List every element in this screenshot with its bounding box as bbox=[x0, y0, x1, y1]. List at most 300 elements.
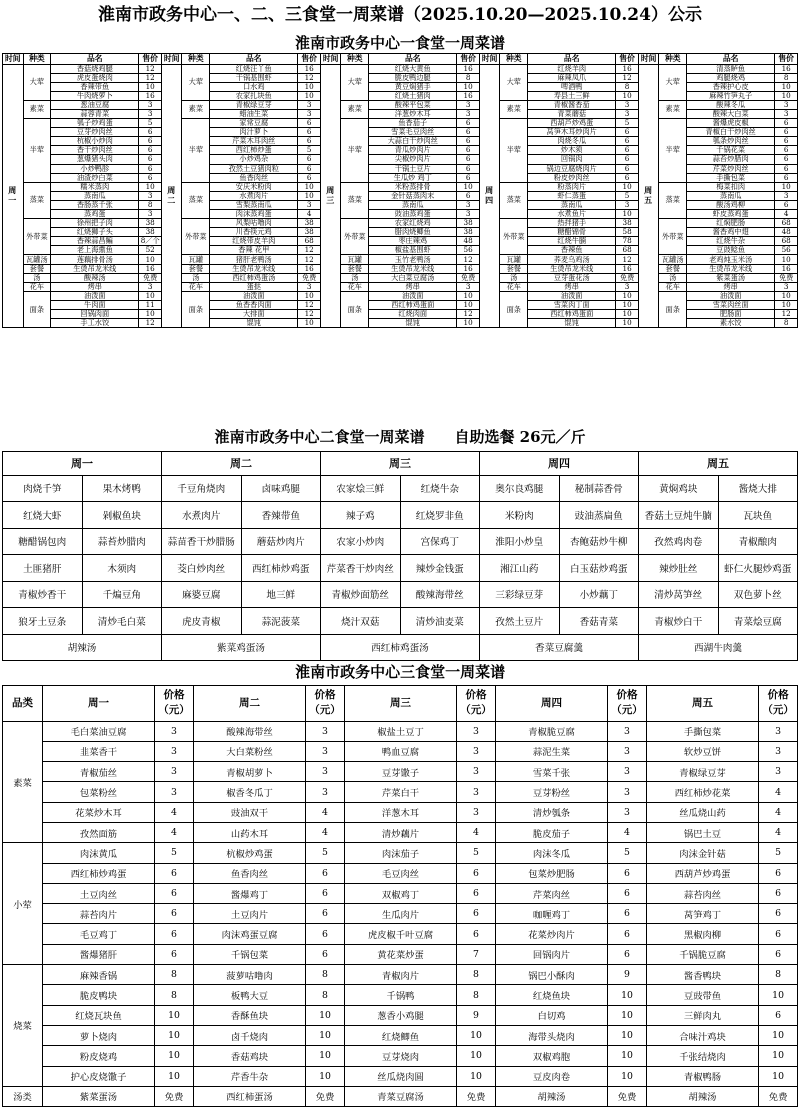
category-cell: 外带菜 bbox=[341, 219, 369, 255]
dish-name: 粉蒸肉片 bbox=[528, 182, 616, 191]
dish-price: 8 bbox=[155, 985, 194, 1005]
dish-price: 3 bbox=[608, 762, 647, 782]
dish-name: 香菇烧鸡腿 bbox=[51, 64, 139, 73]
dish-price: 3 bbox=[139, 282, 162, 291]
soup-name: 胡辣汤 bbox=[647, 1086, 759, 1106]
dish-name: 黄花菜炒蛋 bbox=[345, 944, 457, 964]
dish-name: 烤串 bbox=[687, 282, 775, 291]
dish-price: 58 bbox=[616, 228, 639, 237]
category-cell: 蒸菜 bbox=[500, 182, 528, 218]
dish-name: 青椒炒白干 bbox=[639, 608, 719, 635]
dish-name: 酱香鸡中翅 bbox=[687, 228, 775, 237]
dish-name: 蛋挞 bbox=[210, 282, 298, 291]
canteen3-row bbox=[3, 1005, 798, 1025]
dish-name: 豆芽蛋花汤 bbox=[528, 273, 616, 282]
canteen2-menu-table bbox=[2, 423, 798, 661]
dish-name: 红烧羊肉 bbox=[528, 64, 616, 73]
dish-name: 油泼面 bbox=[369, 291, 457, 300]
dish-price: 3 bbox=[155, 782, 194, 802]
category-cell: 素菜 bbox=[659, 100, 687, 118]
dish-name: 蒜苔炒腊肉 bbox=[82, 528, 162, 555]
dish-name: 紫菜蛋汤 bbox=[687, 273, 775, 282]
dish-name: 千张结烧肉 bbox=[647, 1046, 759, 1066]
dish-name: 红烧牛腩 bbox=[528, 237, 616, 246]
dish-name: 包菜炒肥肠 bbox=[496, 863, 608, 883]
dish-name: 红烧牛杂 bbox=[400, 475, 480, 502]
dish-price: 7 bbox=[457, 944, 496, 964]
dish-name: 青椒酱香茄 bbox=[528, 100, 616, 109]
dish-name: 芹香牛杂 bbox=[194, 1066, 306, 1086]
dish-price: 12 bbox=[298, 255, 321, 264]
dish-price: 6 bbox=[306, 883, 345, 903]
dish-name: 虎皮椒千叶豆腐 bbox=[345, 924, 457, 944]
dish-price: 10 bbox=[155, 1025, 194, 1045]
dish-price: 16 bbox=[139, 264, 162, 273]
dish-name: 手工水饺 bbox=[51, 319, 139, 328]
dish-price: 10 bbox=[457, 1025, 496, 1045]
column-header: 品名 bbox=[687, 53, 775, 64]
canteen1-header-row bbox=[3, 53, 798, 64]
column-header: 品名 bbox=[528, 53, 616, 64]
dish-name: 农家烩三鲜 bbox=[321, 475, 401, 502]
dish-price: 3 bbox=[155, 741, 194, 761]
dish-name: 瓠条炒肉丝 bbox=[687, 137, 775, 146]
category-cell: 大荤 bbox=[182, 64, 210, 100]
dish-price: 10 bbox=[306, 1025, 345, 1045]
dish-price: 12 bbox=[298, 246, 321, 255]
dish-price: 6 bbox=[775, 119, 798, 128]
dish-price: 4 bbox=[759, 822, 798, 842]
dish-price: 3 bbox=[306, 762, 345, 782]
dish-price: 10 bbox=[759, 985, 798, 1005]
price-header: 价格（元） bbox=[759, 685, 798, 721]
dish-price: 3 bbox=[457, 782, 496, 802]
canteen3-row bbox=[3, 782, 798, 802]
dish-price: 4 bbox=[155, 822, 194, 842]
dish-price: 16 bbox=[775, 64, 798, 73]
category-cell: 素菜 bbox=[3, 721, 43, 843]
dish-name: 回锅肉 bbox=[528, 155, 616, 164]
dish-price: 10 bbox=[457, 291, 480, 300]
dish-name: 土豆肉片 bbox=[194, 904, 306, 924]
canteen2-title-cell bbox=[3, 423, 798, 451]
dish-name: 油泼面 bbox=[51, 291, 139, 300]
category-cell: 外带菜 bbox=[182, 219, 210, 255]
dish-name: 肉汁萝卜 bbox=[210, 128, 298, 137]
category-cell: 瓦罐汤 bbox=[23, 255, 51, 264]
dish-name: 红烧狮子头 bbox=[51, 228, 139, 237]
dish-name: 豆芽烧肉 bbox=[345, 1046, 457, 1066]
dish-name: 川香筷元鸡 bbox=[210, 228, 298, 237]
dish-name: 清炒瓠条 bbox=[496, 802, 608, 822]
dish-price: 8／个 bbox=[140, 236, 160, 246]
dish-name: 西红柿炒鸡蛋 bbox=[241, 555, 321, 582]
dish-name: 蒜蓉青菜 bbox=[51, 109, 139, 118]
column-header: 品名 bbox=[51, 53, 139, 64]
category-cell: 汤 bbox=[341, 273, 369, 282]
category-cell: 套餐 bbox=[500, 264, 528, 273]
dish-name: 香辣带鱼 bbox=[241, 502, 321, 529]
dish-price: 10 bbox=[616, 91, 639, 100]
dish-name: 杭椒小炒肉 bbox=[51, 137, 139, 146]
dish-price: 6 bbox=[608, 904, 647, 924]
column-header: 售价 bbox=[616, 53, 639, 64]
dish-name: 虾皮蒸鸡蛋 bbox=[687, 210, 775, 219]
dish-name: 西红柿炒花菜 bbox=[647, 782, 759, 802]
dish-name: 农家小炒肉 bbox=[321, 528, 401, 555]
canteen3-row bbox=[3, 822, 798, 842]
dish-price: 10 bbox=[759, 1025, 798, 1045]
dish-price: 3 bbox=[457, 721, 496, 741]
canteen3-row bbox=[3, 883, 798, 903]
dish-name: 蘑菇炒肉片 bbox=[241, 528, 321, 555]
column-header: 品名 bbox=[369, 53, 457, 64]
dish-name: 清炒莴笋丝 bbox=[639, 581, 719, 608]
dish-name: 木须肉 bbox=[82, 555, 162, 582]
soup-name: 西湖牛肉羹 bbox=[639, 634, 798, 661]
dish-price: 10 bbox=[759, 1066, 798, 1086]
dish-name: 花菜炒肉片 bbox=[496, 924, 608, 944]
dish-name: 椒盐基围虾 bbox=[369, 246, 457, 255]
dish-name: 淮阳小炒皇 bbox=[480, 528, 560, 555]
day-header: 周四 bbox=[480, 451, 639, 475]
dish-price: 78 bbox=[616, 237, 639, 246]
dish-price: 6 bbox=[616, 128, 639, 137]
dish-name: 豆豉鲶鱼 bbox=[687, 246, 775, 255]
dish-name: 烧汁双菇 bbox=[321, 608, 401, 635]
canteen3-row bbox=[3, 944, 798, 964]
column-header: 时间 bbox=[3, 53, 24, 64]
day-label: 周四 bbox=[479, 64, 500, 328]
dish-name: 青椒绿豆芽 bbox=[647, 762, 759, 782]
dish-name: 丝瓜烧山药 bbox=[647, 802, 759, 822]
dish-price: 12 bbox=[139, 64, 162, 73]
dish-name: 椒香冬瓜丁 bbox=[194, 782, 306, 802]
soup-price: 免费 bbox=[759, 1086, 798, 1106]
category-cell: 素菜 bbox=[182, 100, 210, 118]
dish-name: 雪菜千张 bbox=[496, 762, 608, 782]
dish-price: 6 bbox=[457, 164, 480, 173]
canteen1-title-row bbox=[3, 34, 798, 53]
dish-name: 枣庄辣鸡 bbox=[369, 237, 457, 246]
dish-price: 10 bbox=[457, 82, 480, 91]
dish-name: 椒盐土豆丁 bbox=[345, 721, 457, 741]
dish-price: 4 bbox=[155, 802, 194, 822]
dish-price: 6 bbox=[457, 904, 496, 924]
dish-name: 蒸南瓜 bbox=[51, 191, 139, 200]
dish-price: 10 bbox=[608, 1046, 647, 1066]
category-cell: 大荤 bbox=[23, 64, 51, 100]
canteen3-row bbox=[3, 965, 798, 985]
dish-name: 青椒脆豆腐 bbox=[496, 721, 608, 741]
dish-price: 6 bbox=[155, 944, 194, 964]
category-cell: 蒸菜 bbox=[341, 182, 369, 218]
dish-price: 68 bbox=[775, 219, 798, 228]
dish-price: 10 bbox=[298, 291, 321, 300]
dish-name: 米粉蒸排骨 bbox=[369, 182, 457, 191]
dish-price: 8 bbox=[306, 965, 345, 985]
dish-name: 芹菜白干 bbox=[345, 782, 457, 802]
dish-name: 孜然土豆片 bbox=[480, 608, 560, 635]
dish-name: 莴笋鸡丁 bbox=[647, 904, 759, 924]
dish-name: 麻婆豆腐 bbox=[162, 581, 242, 608]
dish-name: 小炒鸭胗 bbox=[51, 164, 139, 173]
dish-price: 56 bbox=[457, 246, 480, 255]
dish-price: 6 bbox=[759, 904, 798, 924]
canteen2-row bbox=[3, 475, 798, 502]
dish-name: 回锅肉片 bbox=[496, 944, 608, 964]
column-header: 种类 bbox=[500, 53, 528, 64]
category-cell: 外带菜 bbox=[500, 219, 528, 255]
dish-name: 农家扎块鱼 bbox=[210, 91, 298, 100]
category-cell: 面条 bbox=[659, 291, 687, 327]
dish-price: 6 bbox=[616, 164, 639, 173]
category-cell: 套餐 bbox=[182, 264, 210, 273]
dish-name: 金针菇蒸肉末 bbox=[369, 191, 457, 200]
dish-name: 豆豉带鱼 bbox=[647, 985, 759, 1005]
canteen3-row bbox=[3, 904, 798, 924]
dish-price: 3 bbox=[616, 200, 639, 209]
dish-name: 鱼香肉丝 bbox=[210, 173, 298, 182]
dish-price: 10 bbox=[608, 1066, 647, 1086]
dish-name: 肉沫金针菇 bbox=[647, 843, 759, 863]
dish-name: 豆芽馓子 bbox=[345, 762, 457, 782]
dish-price: 38 bbox=[298, 228, 321, 237]
dish-price: 10 bbox=[457, 319, 480, 328]
category-cell: 大荤 bbox=[341, 64, 369, 100]
dish-price: 10 bbox=[457, 300, 480, 309]
dish-name: 蒜泥生菜 bbox=[496, 741, 608, 761]
dish-name: 西红柿炒蛋 bbox=[210, 146, 298, 155]
category-cell: 大荤 bbox=[659, 64, 687, 100]
dish-name: 大白菜豆腐汤 bbox=[369, 273, 457, 282]
category-cell: 半荤 bbox=[182, 119, 210, 183]
canteen1-menu-table bbox=[2, 34, 798, 328]
category-cell: 半荤 bbox=[500, 119, 528, 183]
dish-name: 清蒸鲈鱼 bbox=[687, 64, 775, 73]
dish-name: 黄豆焖猪手 bbox=[369, 82, 457, 91]
dish-name: 千锅脆豆腐 bbox=[647, 944, 759, 964]
dish-price: 8 bbox=[155, 965, 194, 985]
dish-name: 蒜苔肉丝 bbox=[647, 883, 759, 903]
canteen1-row bbox=[3, 255, 798, 264]
dish-name: 雪菜肉丁面 bbox=[528, 300, 616, 309]
dish-price: 3 bbox=[139, 100, 162, 109]
dish-price: 10 bbox=[457, 182, 480, 191]
dish-name: 瓦块鱼 bbox=[718, 502, 798, 529]
dish-price: 38 bbox=[457, 228, 480, 237]
dish-price: 10 bbox=[616, 291, 639, 300]
dish-name: 青椒肉片 bbox=[345, 965, 457, 985]
dish-price: 6 bbox=[139, 146, 162, 155]
dish-name: 孜然土豆猪肉粒 bbox=[210, 164, 298, 173]
canteen1-row bbox=[3, 282, 798, 291]
dish-name: 肥肠面 bbox=[687, 310, 775, 319]
dish-price: 6 bbox=[298, 137, 321, 146]
dish-name: 手撕包菜 bbox=[687, 173, 775, 182]
dish-name: 青椒胡萝卜 bbox=[194, 762, 306, 782]
dish-name: 黄焖鸡块 bbox=[639, 475, 719, 502]
dish-name: 素水饺 bbox=[687, 319, 775, 328]
dish-price: 5 bbox=[155, 843, 194, 863]
dish-name: 红烧带皮羊肉 bbox=[210, 237, 298, 246]
soup-price: 免费 bbox=[457, 1086, 496, 1106]
category-cell: 汤 bbox=[659, 273, 687, 282]
dish-price: 9 bbox=[608, 965, 647, 985]
dish-price: 10 bbox=[139, 291, 162, 300]
dish-price: 3 bbox=[608, 721, 647, 741]
dish-name: 青椒炒香干 bbox=[3, 581, 83, 608]
dish-price: 12 bbox=[298, 73, 321, 82]
dish-name: 茭白炒肉丝 bbox=[162, 555, 242, 582]
dish-price: 10 bbox=[775, 291, 798, 300]
dish-price: 3 bbox=[775, 191, 798, 200]
dish-name: 蒸南瓜 bbox=[528, 200, 616, 209]
dish-name: 白切鸡 bbox=[496, 1005, 608, 1025]
dish-price: 3 bbox=[298, 100, 321, 109]
dish-price: 5 bbox=[608, 843, 647, 863]
dish-price: 10 bbox=[298, 191, 321, 200]
dish-name: 香菇鸡块 bbox=[194, 1046, 306, 1066]
day-header: 周三 bbox=[345, 685, 457, 721]
dish-price: 16 bbox=[616, 264, 639, 273]
dish-name: 土匪猪肝 bbox=[3, 555, 83, 582]
dish-price: 3 bbox=[155, 762, 194, 782]
soup-name: 西红柿鸡蛋汤 bbox=[321, 634, 480, 661]
dish-name: 湘江山药 bbox=[480, 555, 560, 582]
dish-name: 酱香鸭块 bbox=[647, 965, 759, 985]
dish-name: 孜然鸡肉卷 bbox=[639, 528, 719, 555]
dish-name: 毛豆肉丝 bbox=[345, 863, 457, 883]
canteen3-menu-table bbox=[2, 659, 798, 1107]
dish-price: 6 bbox=[775, 146, 798, 155]
canteen3-row bbox=[3, 762, 798, 782]
canteen3-title: 淮南市政务中心三食堂一周菜谱 bbox=[3, 659, 798, 685]
dish-name: 豉油双干 bbox=[194, 802, 306, 822]
dish-name: 虎皮青椒 bbox=[162, 608, 242, 635]
dish-name: 牛肉面 bbox=[51, 300, 139, 309]
dish-name: 锅巴小酥肉 bbox=[496, 965, 608, 985]
dish-name: 西红柿炒鸡蛋 bbox=[43, 863, 155, 883]
dish-name: 糖醋锦骨 bbox=[528, 228, 616, 237]
dish-price: 38 bbox=[298, 219, 321, 228]
dish-price: 48 bbox=[775, 228, 798, 237]
day-header: 周五 bbox=[647, 685, 759, 721]
dish-price: 6 bbox=[457, 155, 480, 164]
dish-price: 10 bbox=[775, 300, 798, 309]
dish-price: 10 bbox=[298, 91, 321, 100]
dish-name: 肉烧千笋 bbox=[3, 475, 83, 502]
category-cell: 汤类 bbox=[3, 1086, 43, 1106]
dish-name: 肉沫鸡蛋豆腐 bbox=[194, 924, 306, 944]
dish-price: 16 bbox=[457, 64, 480, 73]
dish-price: 10 bbox=[775, 182, 798, 191]
dish-price: 3 bbox=[457, 741, 496, 761]
dish-price: 4 bbox=[759, 802, 798, 822]
dish-name: 香辣护心皮 bbox=[687, 82, 775, 91]
dish-price: 3 bbox=[775, 282, 798, 291]
soup-price: 免费 bbox=[608, 1086, 647, 1106]
category-cell: 面条 bbox=[341, 291, 369, 327]
dish-name: 麻辣香锅 bbox=[43, 965, 155, 985]
dish-price: 8 bbox=[775, 73, 798, 82]
dish-name: 安庆米粉肉 bbox=[210, 182, 298, 191]
dish-name: 果木烤鸭 bbox=[82, 475, 162, 502]
soup-name: 胡辣汤 bbox=[496, 1086, 608, 1106]
dish-name: 油泼面 bbox=[210, 291, 298, 300]
dish-name: 清炒毛白菜 bbox=[82, 608, 162, 635]
dish-name: 三彩绿豆芽 bbox=[480, 581, 560, 608]
day-header: 周五 bbox=[639, 451, 798, 475]
column-header: 售价 bbox=[298, 53, 321, 64]
dish-price: 6 bbox=[608, 883, 647, 903]
dish-price: 16 bbox=[139, 91, 162, 100]
dish-price: 6 bbox=[298, 119, 321, 128]
dish-name: 水煮肉片 bbox=[210, 191, 298, 200]
canteen3-row bbox=[3, 924, 798, 944]
dish-name: 生烫吊龙米线 bbox=[210, 264, 298, 273]
canteen3-row bbox=[3, 985, 798, 1005]
dish-price: 8 bbox=[306, 985, 345, 1005]
dish-price: 3 bbox=[298, 109, 321, 118]
category-cell: 面条 bbox=[182, 291, 210, 327]
dish-price: 6 bbox=[306, 863, 345, 883]
dish-name: 杏鲍菇炒牛柳 bbox=[559, 528, 639, 555]
dish-name: 芹菜木耳肉丝 bbox=[210, 137, 298, 146]
dish-name: 酱烧大排 bbox=[718, 475, 798, 502]
dish-price: 6 bbox=[139, 137, 162, 146]
dish-price: 6 bbox=[759, 883, 798, 903]
dish-name: 锅巴土豆 bbox=[647, 822, 759, 842]
dish-price: 8 bbox=[616, 82, 639, 91]
dish-price: 10 bbox=[608, 1025, 647, 1045]
category-cell: 套餐 bbox=[659, 264, 687, 273]
dish-price: 5 bbox=[616, 119, 639, 128]
column-header: 种类 bbox=[659, 53, 687, 64]
category-cell: 外带菜 bbox=[23, 219, 51, 255]
dish-name: 洋葱木耳 bbox=[345, 802, 457, 822]
dish-price: 52 bbox=[139, 246, 162, 255]
dish-name: 青菜蘑菇 bbox=[528, 109, 616, 118]
dish-price: 10 bbox=[616, 310, 639, 319]
dish-price: 6 bbox=[759, 1005, 798, 1025]
dish-price: 10 bbox=[155, 1066, 194, 1086]
dish-name: 菠萝咕噜肉 bbox=[194, 965, 306, 985]
dish-name: 徐州把子肉 bbox=[51, 219, 139, 228]
dish-name: 蒜苗香干炒腊肠 bbox=[162, 528, 242, 555]
canteen3-row bbox=[3, 863, 798, 883]
dish-price: 10 bbox=[298, 319, 321, 328]
dish-price: 6 bbox=[139, 164, 162, 173]
dish-name: 馄饨 bbox=[369, 319, 457, 328]
dish-name: 咖喱鸡丁 bbox=[496, 904, 608, 924]
dish-name: 干锅基围虾 bbox=[210, 73, 298, 82]
dish-price: 12 bbox=[298, 300, 321, 309]
dish-price: 68 bbox=[775, 237, 798, 246]
dish-name: 酸辣海带丝 bbox=[400, 581, 480, 608]
dish-price: 6 bbox=[616, 173, 639, 182]
category-cell: 花车 bbox=[182, 282, 210, 291]
dish-price: 6 bbox=[616, 155, 639, 164]
canteen1-row bbox=[3, 182, 798, 191]
dish-name: 香干炒肉丝 bbox=[51, 146, 139, 155]
dish-name: 脆皮鸭边腿 bbox=[369, 73, 457, 82]
dish-name: 肉沫冬瓜 bbox=[496, 843, 608, 863]
column-header: 时间 bbox=[638, 53, 659, 64]
dish-price: 4 bbox=[775, 210, 798, 219]
dish-name: 双色萝卜丝 bbox=[718, 581, 798, 608]
dish-name: 麻辣凤爪 bbox=[528, 73, 616, 82]
